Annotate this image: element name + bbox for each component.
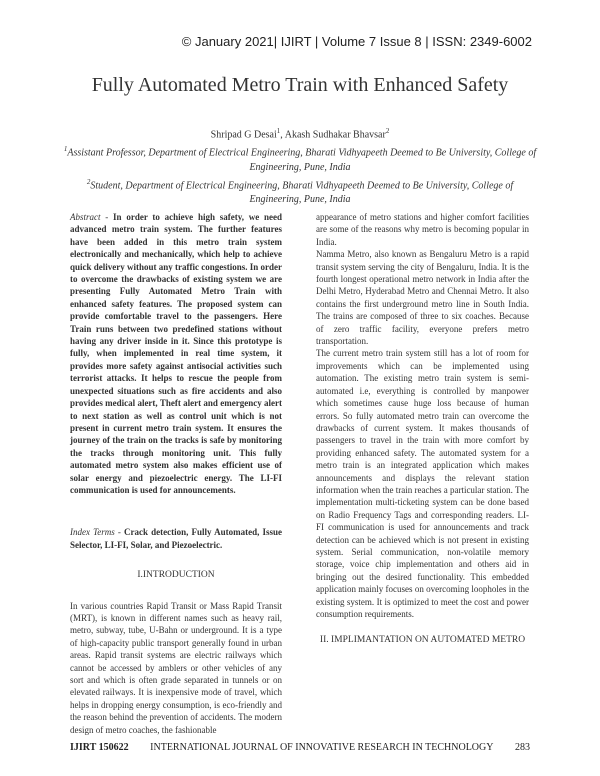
right-paragraph-3: The current metro train system still has a lot of room for improvements which can be implemented using automation. The existing metro train system is semi-automated i.e, everything is controlled by manpower which sometimes cause huge loss because of human errors. So fully automated metro train can overcome the drawbacks of current system. It makes thousands of passengers to travel in the train with more comfort by providing enhanced safety. The automated system for a metro train is an integrated application which makes announcements and displays the relevant station information when the train reaches a particular station. The implementation multi-ticketing system can be done based on Radio Frequency Tags and corresponding readers. LI-FI communication is used for announcements and track detection can be achieved which is not present in existing system. Serial communication, non-volatile memory storage, voice chip implementation and others aid in bringing out the desired functionality. This embedded application mainly focuses on overcoming loopholes in the existing system. It is optimized to meet the cost and power consumption requirements. — [316, 348, 530, 619]
page-footer — [70, 742, 530, 753]
author-2: Akash Sudhakar Bhavsar — [284, 129, 386, 141]
index-terms-label: Index Terms - — [70, 527, 125, 538]
author-separator: , — [280, 129, 285, 141]
affiliation-2-text: Student, Department of Electrical Engineering, Bharati Vidhyapeeth Deemed to Be University, College of Engineering, Pune, India — [90, 179, 514, 205]
affiliation-1 — [60, 142, 540, 174]
footer-page-number: 283 — [514, 742, 530, 753]
author-block — [60, 124, 540, 207]
abstract — [70, 211, 282, 496]
right-paragraph-1: appearance of metro stations and higher comfort facilities are some of the reasons why metro is becoming popular in India. — [316, 212, 529, 247]
footer-paper-id: IJIRT 150622 — [70, 742, 129, 753]
abstract-text: In order to achieve high safety, we need advanced metro train system. The further features have been added in this metro train system electronically and mechanically, which help to achieve quick delivery without any traffic congestions. In order to overcome the drawbacks of existing system we are presenting Fully Automated Metro Train with enhanced safety features. The proposed system can provide comfortable travel to the passengers. Here Train runs between two predefined stations without having any driver inside in it. Since this prototype is fully, when implemented in real time system, it provides more safety against antisocial activities such terrorist attacks. It helps to rescue the people from unexpected situations such as fire accidents and also provides medical alert, Theft alert and emergency alert to next station as well as control unit which is not present in current metro train system. It ensures the journey of the train on the tracks is safe by monitoring the tracks through monitoring unit. This fully automated metro system also makes efficient use of solar energy and piezoelectric energy. The LI-FI communication is used for announcements. — [70, 212, 283, 495]
affiliation-1-sup: 1 — [63, 145, 68, 154]
index-terms-text: Crack detection, Fully Automated, Issue Selector, LI-FI, Solar, and Piezoelectric. — [70, 527, 282, 550]
affiliation-2-sup: 2 — [86, 177, 91, 186]
author-1: Shripad G Desai — [210, 129, 277, 141]
paper-title: Fully Automated Metro Train with Enhanced Safety — [91, 74, 509, 96]
footer-journal-name: INTERNATIONAL JOURNAL OF INNOVATIVE RESEARCH IN TECHNOLOGY — [150, 742, 494, 753]
intro-paragraph: In various countries Rapid Transit or Mass Rapid Transit (MRT), is known in different names such as heavy rail, metro, subway, tube, U-Bahn or underground. It is a type of high-capacity public transport generally found in urban areas. Rapid transit systems are electric railways which cannot be accessed by amblers or other vehicles of any sort and which is often grade separated in tunnels or on elevated railways. It is inexpensive mode of travel, which helps in dropping energy consumption, is eco-friendly and the reason behind the prevention of accidents. The modern design of metro coaches, the fashionable — [70, 600, 282, 735]
affiliation-1-text: Assistant Professor, Department of Electrical Engineering, Bharati Vidhyapeeth Deemed to Be University, College of Engineering, Pune, India — [67, 147, 537, 173]
author-2-sup: 2 — [385, 127, 390, 135]
section-heading-introduction: I.INTRODUCTION — [137, 570, 215, 581]
left-column — [70, 211, 282, 736]
author-names — [60, 124, 540, 142]
right-paragraph-2: Namma Metro, also known as Bengaluru Metro is a rapid transit system serving the city of Bengaluru, India. It is the fourth longest operational metro network in India after the Delhi Metro, Hyderabad Metro and Chennai Metro. It also contains the first underground metro line in South India. The trains are composed of three to six coaches. Because of zero traffic facility, everyone prefers metro transportation. — [316, 249, 529, 347]
author-1-sup: 1 — [276, 127, 281, 135]
right-column — [316, 211, 529, 647]
abstract-label: Abstract - — [70, 212, 114, 222]
index-terms — [70, 526, 282, 551]
journal-header: © January 2021| IJIRT | Volume 7 Issue 8 | ISSN: 2349-6002 — [181, 34, 532, 49]
affiliation-2 — [60, 175, 540, 207]
section-heading-implementation: II. IMPLIMANTATION ON AUTOMATED METRO — [319, 635, 526, 646]
